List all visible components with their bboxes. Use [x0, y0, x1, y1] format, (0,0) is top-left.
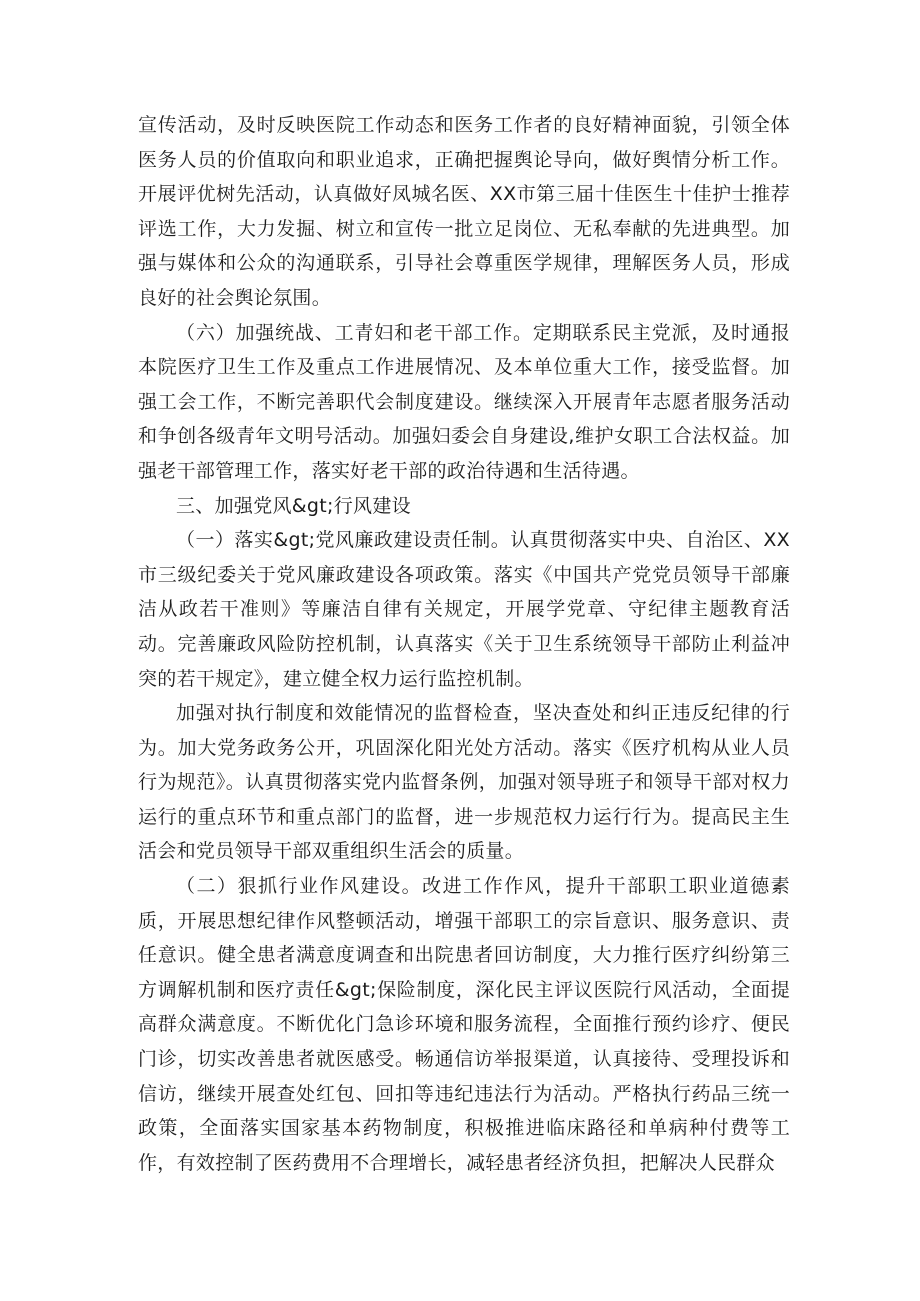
document-body	[138, 108, 790, 1180]
paragraph-responsibility-system: （一）落实&gt;党风廉政建设责任制。认真贯彻落实中央、自治区、XX市三级纪委关于党风廉政建设各项政策。落实《中国共产党党员领导干部廉洁从政若干准则》等廉洁自律有关规定，开展学党章、守纪律主题教育活动。完善廉政风险防控机制，认真落实《关于卫生系统领导干部防止利益冲突的若干规定》，建立健全权力运行监控机制。	[138, 529, 790, 690]
section-heading-party-style: 三、加强党风&gt;行风建设	[176, 494, 411, 517]
paragraph-united-front: （六）加强统战、工青妇和老干部工作。定期联系民主党派，及时通报本院医疗卫生工作及重点工作进展情况、及本单位重大工作，接受监督。加强工会工作，不断完善职代会制度建设。继续深入开展青年志愿者服务活动和争创各级青年文明号活动。加强妇委会自身建设,维护女职工合法权益。加强老干部管理工作，落实好老干部的政治待遇和生活待遇。	[138, 321, 790, 482]
paragraph-supervision: 加强对执行制度和效能情况的监督检查，坚决查处和纠正违反纪律的行为。加大党务政务公开，巩固深化阳光处方活动。落实《医疗机构从业人员行为规范》。认真贯彻落实党内监督条例，加强对领导班子和领导干部对权力运行的重点环节和重点部门的监督，进一步规范权力运行行为。提高民主生活会和党员领导干部双重组织生活会的质量。	[138, 702, 790, 863]
paragraph-industry-style: （二）狠抓行业作风建设。改进工作作风，提升干部职工职业道德素质，开展思想纪律作风整顿活动，增强干部职工的宗旨意识、服务意识、责任意识。健全患者满意度调查和出院患者回访制度，大力推行医疗纠纷第三方调解机制和医疗责任&gt;保险制度，深化民主评议医院行风活动，全面提高群众满意度。不断优化门急诊环境和服务流程，全面推行预约诊疗、便民门诊，切实改善患者就医感受。畅通信访举报渠道，认真接待、受理投诉和信访，继续开展查处红包、回扣等违纪违法行为活动。严格执行药品三统一政策，全面落实国家基本药物制度，积极推进临床路径和单病种付费等工作，有效控制了医药费用不合理增长，减轻患者经济负担，把解决人民群众	[138, 875, 790, 1174]
paragraph-publicity: 宣传活动，及时反映医院工作动态和医务工作者的良好精神面貌，引领全体医务人员的价值取向和职业追求，正确把握舆论导向，做好舆情分析工作。开展评优树先活动，认真做好凤城名医、XX市第三届十佳医生十佳护士推荐评选工作，大力发掘、树立和宣传一批立足岗位、无私奉献的先进典型。加强与媒体和公众的沟通联系，引导社会尊重医学规律，理解医务人员，形成良好的社会舆论氛围。	[138, 114, 790, 309]
